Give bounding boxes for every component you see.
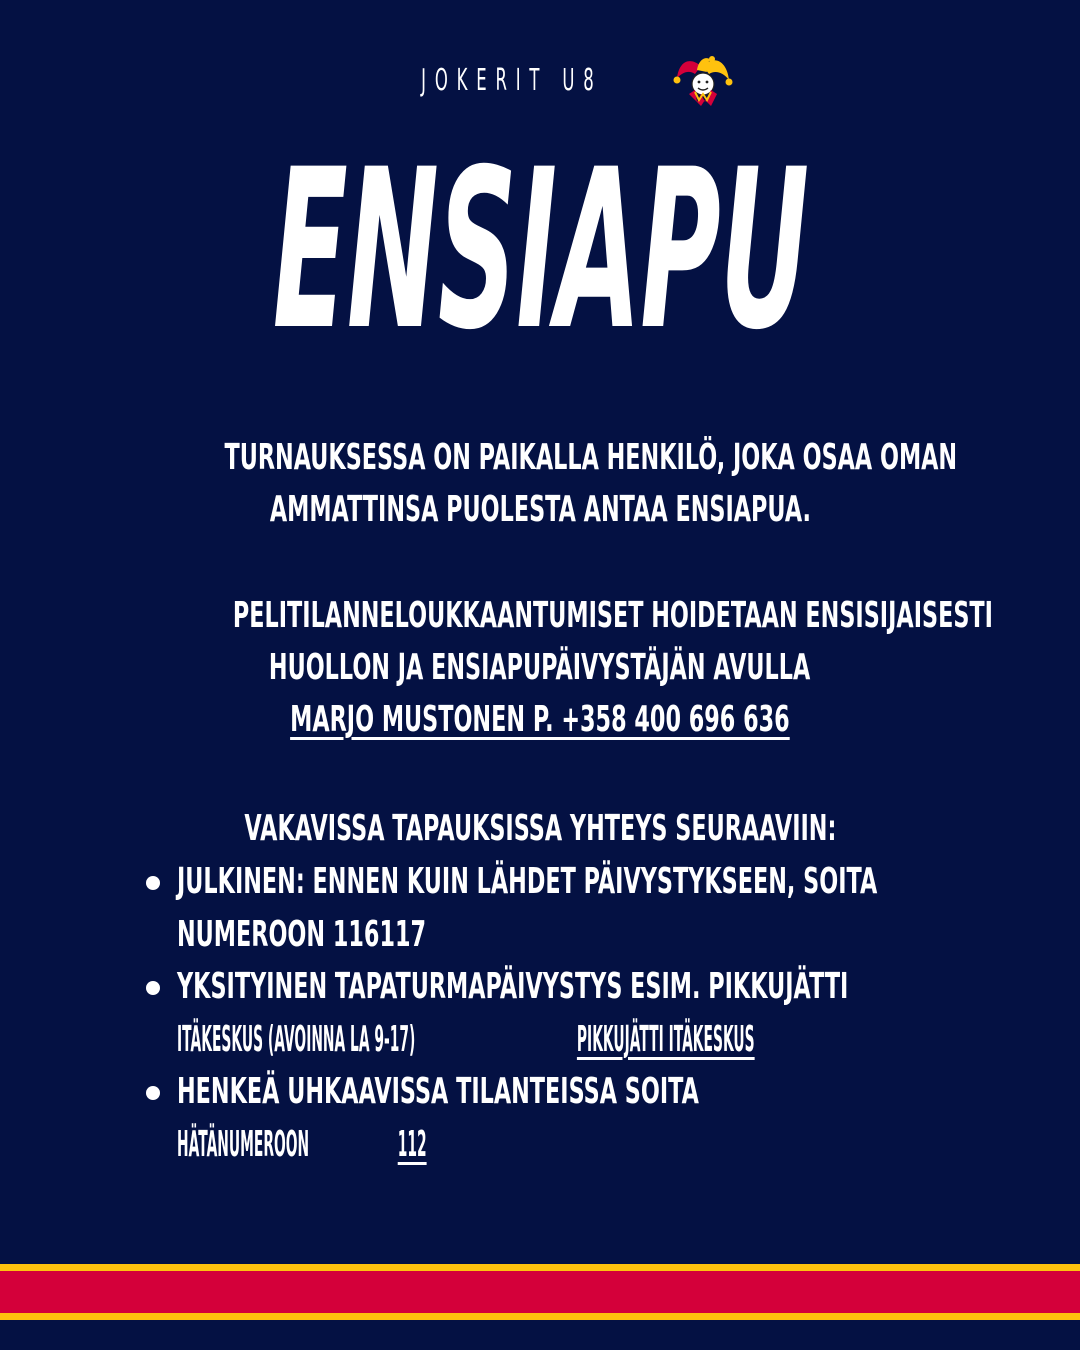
stripe-yellow-bottom bbox=[0, 1313, 1080, 1320]
bullet-icon bbox=[146, 981, 160, 995]
page-title bbox=[0, 122, 1080, 378]
injury-line-1: PELITILANNELOUKKAANTUMISET HOIDETAAN ENSISIJAISESTI bbox=[232, 595, 993, 636]
bullet-icon bbox=[146, 1086, 160, 1100]
list-item: YKSITYINEN TAPATURMAPÄIVYSTYS ESIM. PIKKUJÄTTI ITÄKESKUS (AVOINNA LA 9-17) PIKKUJÄTTI ITÄKESKUS bbox=[0, 961, 1080, 1066]
pikkujatti-link[interactable]: PIKKUJÄTTI ITÄKESKUS bbox=[576, 1018, 755, 1060]
injury-paragraph bbox=[0, 590, 1080, 746]
list-item: JULKINEN: ENNEN KUIN LÄHDET PÄIVYSTYKSEEN, SOITA NUMEROON 116117 bbox=[0, 856, 1080, 961]
serious-heading-block bbox=[0, 803, 1080, 855]
intro-line-2: AMMATTINSA PUOLESTA ANTAA ENSIAPUA. bbox=[269, 489, 811, 530]
emergency-number-link[interactable]: 112 bbox=[397, 1123, 427, 1165]
serious-heading: VAKAVISSA TAPAUKSISSA YHTEYS SEURAAVIIN: bbox=[243, 808, 836, 849]
contact-link[interactable]: MARJO MUSTONEN P. +358 400 696 636 bbox=[290, 699, 790, 740]
list-item: HENKEÄ UHKAAVISSA TILANTEISSA SOITA HÄTÄNUMEROON 112 bbox=[0, 1066, 1080, 1171]
serious-cases-list bbox=[0, 856, 1080, 1171]
brand-name: JOKERIT U8 bbox=[421, 62, 603, 98]
bullet-icon bbox=[146, 876, 160, 890]
title-text: ENSIAPU bbox=[272, 122, 808, 378]
stripe-yellow-top bbox=[0, 1264, 1080, 1271]
injury-line-2: HUOLLON JA ENSIAPUPÄIVYSTÄJÄN AVULLA bbox=[269, 647, 811, 688]
stripe-red bbox=[0, 1271, 1080, 1313]
contact-line bbox=[0, 694, 1080, 746]
intro-paragraph bbox=[0, 432, 1080, 536]
header bbox=[0, 52, 1080, 108]
intro-line-1: TURNAUKSESSA ON PAIKALLA HENKILÖ, JOKA OSAA OMAN bbox=[224, 437, 958, 478]
jester-logo-icon bbox=[671, 52, 733, 108]
